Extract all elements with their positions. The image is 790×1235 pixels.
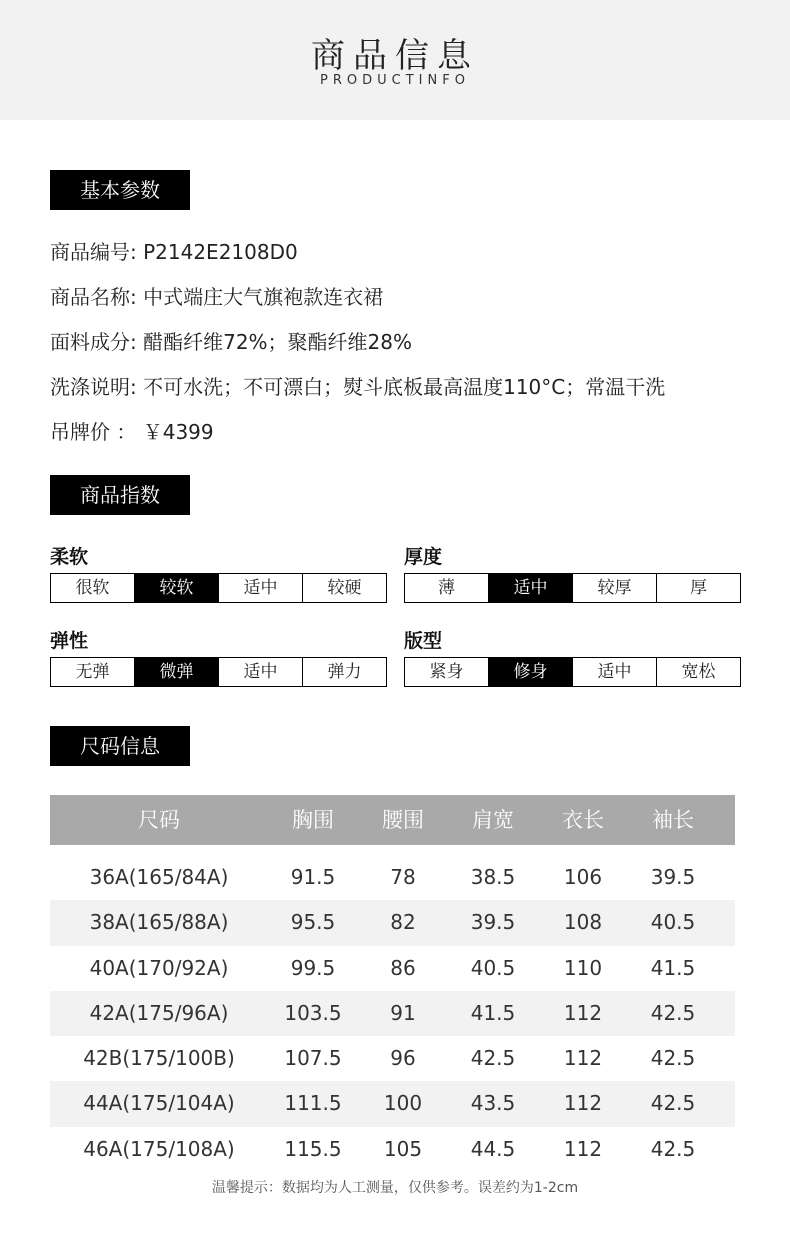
param-product-name: 商品名称: 中式端庄大气旗袍款连衣裙: [50, 285, 384, 309]
param-price: 吊牌价 ： ￥4399: [50, 420, 214, 444]
size-info-tag: 尺码信息: [50, 726, 190, 766]
table-cell: 46A(175/108A): [83, 1136, 235, 1161]
header-shoulder: 肩宽: [472, 808, 514, 832]
header-sleeve: 袖长: [652, 808, 694, 832]
table-cell: 41.5: [650, 955, 696, 980]
table-cell: 103.5: [284, 1000, 342, 1025]
index-bar-thickness: [404, 573, 741, 603]
index-option-selected: 适中: [489, 574, 573, 602]
index-option: 较硬: [327, 578, 362, 598]
table-cell: 111.5: [284, 1091, 342, 1116]
index-label-thickness: 厚度: [404, 546, 443, 568]
table-cell: 95.5: [290, 910, 336, 935]
table-row: [50, 991, 735, 1036]
table-row: [50, 855, 735, 900]
table-cell: 42.5: [650, 1136, 696, 1161]
size-table: [50, 795, 735, 1172]
table-cell: 38.5: [470, 865, 516, 889]
table-cell: 44A(175/104A): [83, 1091, 235, 1116]
index-option: 无弹: [51, 658, 135, 686]
index-bar-elasticity: [50, 657, 387, 687]
index-option: 厚: [690, 578, 707, 598]
index-option: 宽松: [681, 662, 716, 682]
table-cell: 36A(165/84A): [89, 865, 229, 889]
header-waist: 腰围: [382, 808, 424, 832]
header-length: 衣长: [562, 808, 604, 832]
table-cell: 40.5: [650, 910, 696, 935]
table-cell: 42B(175/100B): [83, 1046, 235, 1071]
measurement-note: 温馨提示：数据均为人工测量，仅供参考。误差约为1-2cm: [211, 1180, 579, 1196]
index-option-selected: 微弹: [135, 658, 219, 686]
table-cell: 112: [563, 1000, 603, 1025]
index-option: 弹力: [327, 662, 362, 682]
table-cell: 40A(170/92A): [89, 955, 229, 980]
table-cell: 42.5: [470, 1046, 516, 1071]
table-row: [50, 1036, 735, 1081]
index-label-elasticity: 弹性: [50, 630, 89, 652]
index-option: 紧身: [405, 658, 489, 686]
table-cell: 42A(175/96A): [89, 1000, 229, 1025]
table-cell: 107.5: [284, 1046, 342, 1071]
table-cell: 106: [563, 865, 603, 889]
table-cell: 112: [563, 1091, 603, 1116]
table-row: [50, 1081, 735, 1126]
table-cell: 42.5: [650, 1091, 696, 1116]
param-washing: 洗涤说明: 不可水洗；不可漂白；熨斗底板最高温度110°C；常温干洗: [50, 375, 666, 399]
table-cell: 91.5: [290, 865, 336, 889]
table-cell: 78: [390, 865, 416, 889]
table-cell: 44.5: [470, 1136, 516, 1161]
table-cell: 110: [563, 955, 603, 980]
index-option: 适中: [573, 658, 657, 686]
table-cell: 39.5: [470, 910, 516, 935]
table-cell: 96: [390, 1046, 416, 1071]
header-bust: 胸围: [292, 808, 334, 832]
table-cell: 39.5: [650, 865, 696, 889]
table-cell: 115.5: [284, 1136, 342, 1161]
table-cell: 82: [390, 910, 416, 935]
basic-params-tag: 基本参数: [50, 170, 190, 210]
table-row: [50, 900, 735, 945]
table-row: [50, 1127, 735, 1172]
index-option: 适中: [219, 658, 303, 686]
table-cell: 100: [383, 1091, 423, 1116]
page-header: [0, 0, 790, 120]
index-option: 很软: [51, 574, 135, 602]
index-option-selected: 修身: [489, 658, 573, 686]
param-fabric: 面料成分: 醋酯纤维72%；聚酯纤维28%: [50, 330, 413, 354]
table-cell: 42.5: [650, 1000, 696, 1025]
page-subtitle: PRODUCTINFO: [320, 73, 470, 88]
table-cell: 108: [563, 910, 603, 935]
table-cell: 112: [563, 1136, 603, 1161]
table-row: [50, 946, 735, 991]
product-index-tag: 商品指数: [50, 475, 190, 515]
table-cell: 105: [383, 1136, 423, 1161]
table-cell: 112: [563, 1046, 603, 1071]
size-table-header: [50, 795, 735, 845]
index-label-softness: 柔软: [50, 546, 89, 568]
index-option: 较厚: [573, 574, 657, 602]
size-table-body: [50, 855, 735, 1172]
index-bar-fit: [404, 657, 741, 687]
table-cell: 99.5: [290, 955, 336, 980]
table-cell: 38A(165/88A): [89, 910, 229, 935]
index-option-selected: 较软: [135, 574, 219, 602]
table-cell: 42.5: [650, 1046, 696, 1071]
index-option: 适中: [219, 574, 303, 602]
table-cell: 40.5: [470, 955, 516, 980]
table-cell: 41.5: [470, 1000, 516, 1025]
index-bar-softness: [50, 573, 387, 603]
table-cell: 43.5: [470, 1091, 516, 1116]
index-label-fit: 版型: [404, 630, 443, 652]
table-cell: 91: [390, 1000, 416, 1025]
page-title: 商品信息: [311, 36, 479, 76]
index-option: 薄: [405, 574, 489, 602]
table-cell: 86: [390, 955, 416, 980]
param-product-code: 商品编号: P2142E2108D0: [50, 240, 298, 264]
header-size: 尺码: [138, 808, 180, 832]
